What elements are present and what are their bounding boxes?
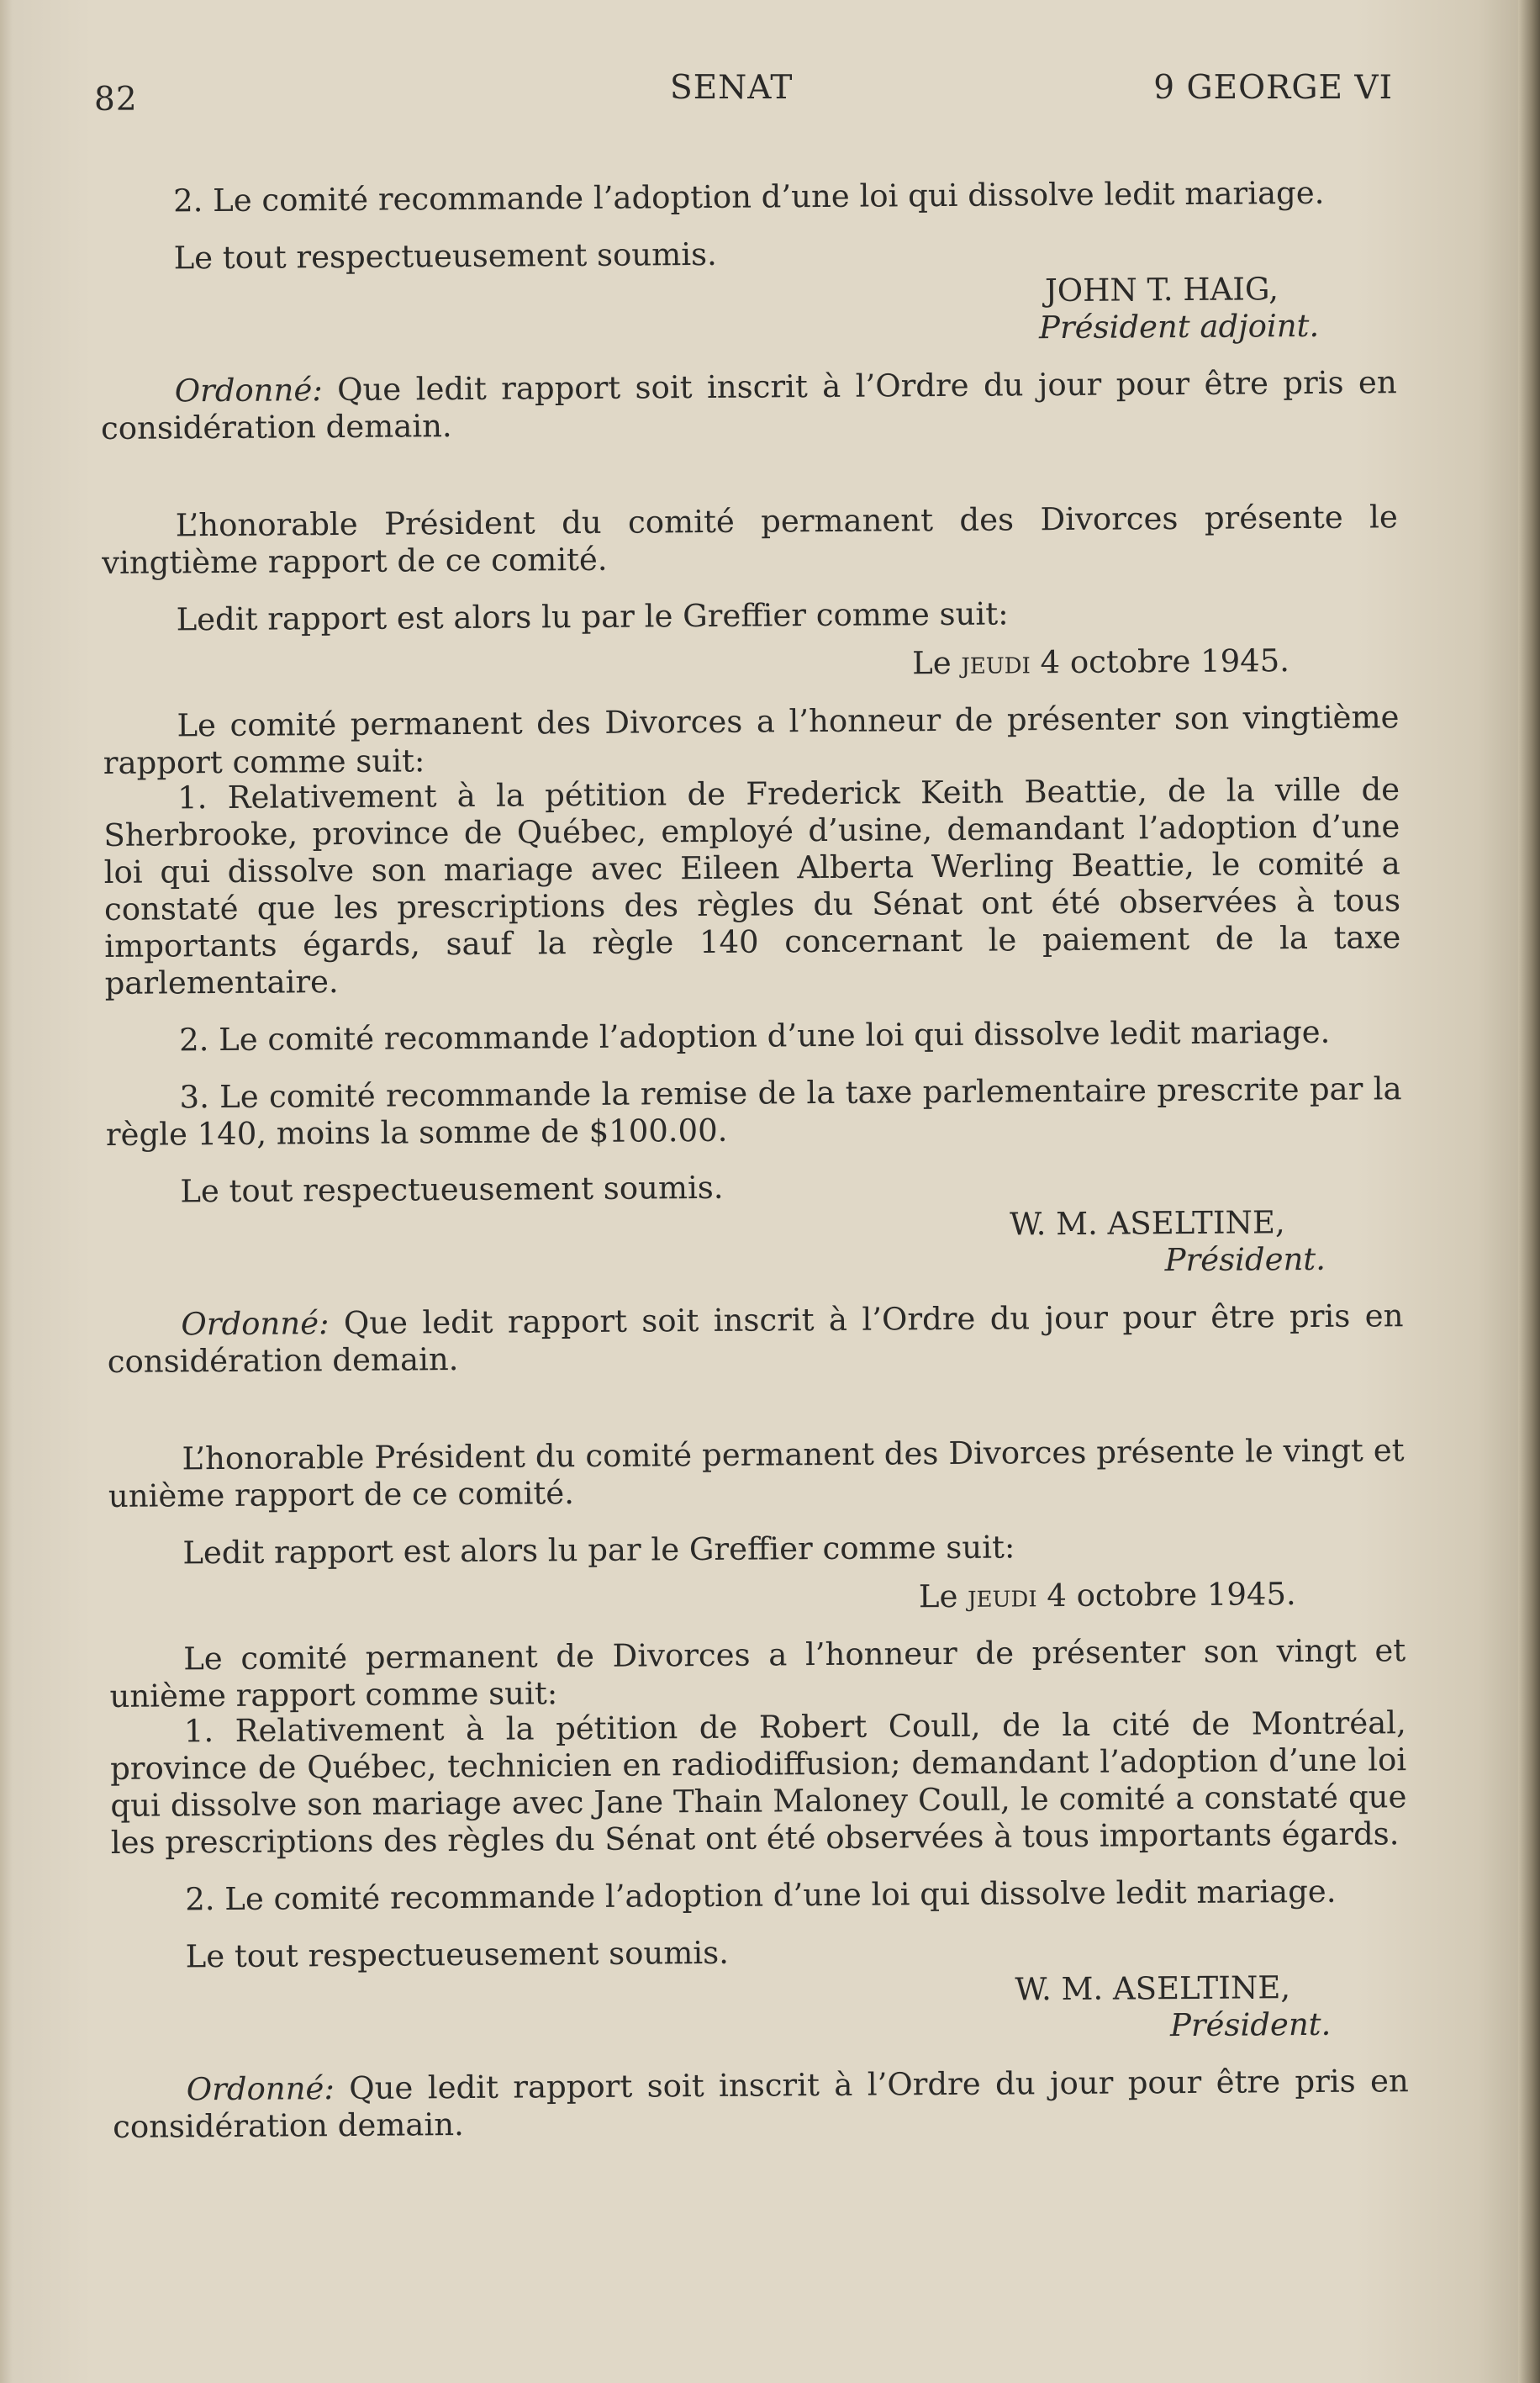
- order-label: Ordonné:: [181, 1305, 330, 1343]
- date-day: jeudi: [967, 1577, 1037, 1614]
- paragraph-recommendation: 2. Le comité recommande l’adoption d’une loi qui dissolve ledit mariage.: [178, 1013, 1331, 1059]
- closing-line: Le tout respectueusement soumis.: [180, 1169, 724, 1210]
- paragraph-petition: 1. Relativement à la pétition de Robert Coull, de la cité de Montréal, province de Québec, technicien en radiodiffusion; demandant l’adoption d’une loi qui dissolve son mariage avec Jane Thain Maloney Coull, le comité a constaté que les prescriptions des règles du Sénat ont été observées à tous importants égards.: [110, 1704, 1407, 1861]
- date-prefix: Le: [912, 644, 962, 682]
- order-paragraph: [113, 2063, 1410, 2146]
- order-paragraph: [107, 1297, 1404, 1381]
- report-body: Le comité permanent de Divorces a l’honneur de présenter son vingt et unième rapport comme suit:: [109, 1632, 1406, 1715]
- signature-title: Président.: [1169, 2005, 1332, 2044]
- running-header: [94, 69, 1393, 119]
- page-binding-edge: [1518, 0, 1540, 2383]
- order-text: Que ledit rapport soit inscrit à l’Ordre du jour pour être pris en considération demain.: [112, 2063, 1409, 2145]
- report-block-2: [102, 499, 1404, 1381]
- reading-line: Ledit rapport est alors lu par le Greffier comme suit:: [182, 1529, 1015, 1572]
- closing-line: Le tout respectueusement soumis.: [173, 235, 717, 277]
- paragraph-recommendation: 2. Le comité recommande l’adoption d’une loi qui dissolve ledit mariage.: [185, 1873, 1337, 1918]
- signature-title: Président adjoint.: [1038, 307, 1320, 346]
- page-left-edge: [0, 0, 12, 2383]
- signature-name: JOHN T. HAIG,: [1044, 271, 1279, 309]
- paragraph-fee-remission: 3. Le comité recommande la remise de la taxe parlementaire prescrite par la règle 140, moins la somme de $100.00.: [105, 1070, 1402, 1153]
- order-text: Que ledit rapport soit inscrit à l’Ordre du jour pour être pris en considération demain.: [107, 1297, 1404, 1380]
- order-text: Que ledit rapport soit inscrit à l’Ordre du jour pour être pris en considération demain.: [100, 364, 1397, 446]
- date-prefix: Le: [918, 1577, 968, 1615]
- report-date: [103, 642, 1399, 688]
- date-rest: 4 octobre 1945.: [1030, 642, 1290, 681]
- page-number: 82: [94, 81, 138, 119]
- order-paragraph: [101, 364, 1398, 447]
- reading-line: Ledit rapport est alors lu par le Greffier comme suit:: [176, 595, 1009, 638]
- order-label: Ordonné:: [174, 372, 323, 409]
- report-block-3: [108, 1432, 1409, 2146]
- report-intro: L’honorable Président du comité permanent des Divorces présente le vingt et unième rapport de ce comité.: [108, 1432, 1405, 1514]
- closing-line: Le tout respectueusement soumis.: [185, 1934, 730, 1975]
- paragraph-recommendation: 2. Le comité recommande l’adoption d’une loi qui dissolve ledit mariage.: [172, 174, 1325, 219]
- report-intro: L’honorable Président du comité permanent des Divorces présente le vingtième rapport de ce comité.: [102, 499, 1398, 581]
- report-date: [109, 1575, 1406, 1621]
- date-day: jeudi: [961, 644, 1031, 681]
- order-label: Ordonné:: [186, 2070, 335, 2108]
- signature-title: Président.: [1164, 1240, 1326, 1279]
- signature-name: W. M. ASELTINE,: [1009, 1204, 1285, 1243]
- report-body: Le comité permanent des Divorces a l’honneur de présenter son vingtième rapport comme suit:: [103, 699, 1400, 781]
- header-reign: 9 GEORGE VI: [1153, 69, 1393, 107]
- paragraph-petition: 1. Relativement à la pétition de Frederick Keith Beattie, de la ville de Sherbrooke, province de Québec, employé d’usine, demandant l’adoption d’une loi qui dissolve son mariage avec Eileen Alberta Werling Beattie, le comité a constaté que les prescriptions des règles du Sénat ont été observées à tous importants égards, sauf la règle 140 concernant le paiement de la taxe parlementaire.: [103, 771, 1401, 1001]
- header-title: SENAT: [670, 69, 794, 107]
- report-block-1: [99, 174, 1397, 447]
- page-content: [99, 174, 1409, 2146]
- date-rest: 4 octobre 1945.: [1036, 1576, 1296, 1614]
- signature-name: W. M. ASELTINE,: [1015, 1969, 1291, 2008]
